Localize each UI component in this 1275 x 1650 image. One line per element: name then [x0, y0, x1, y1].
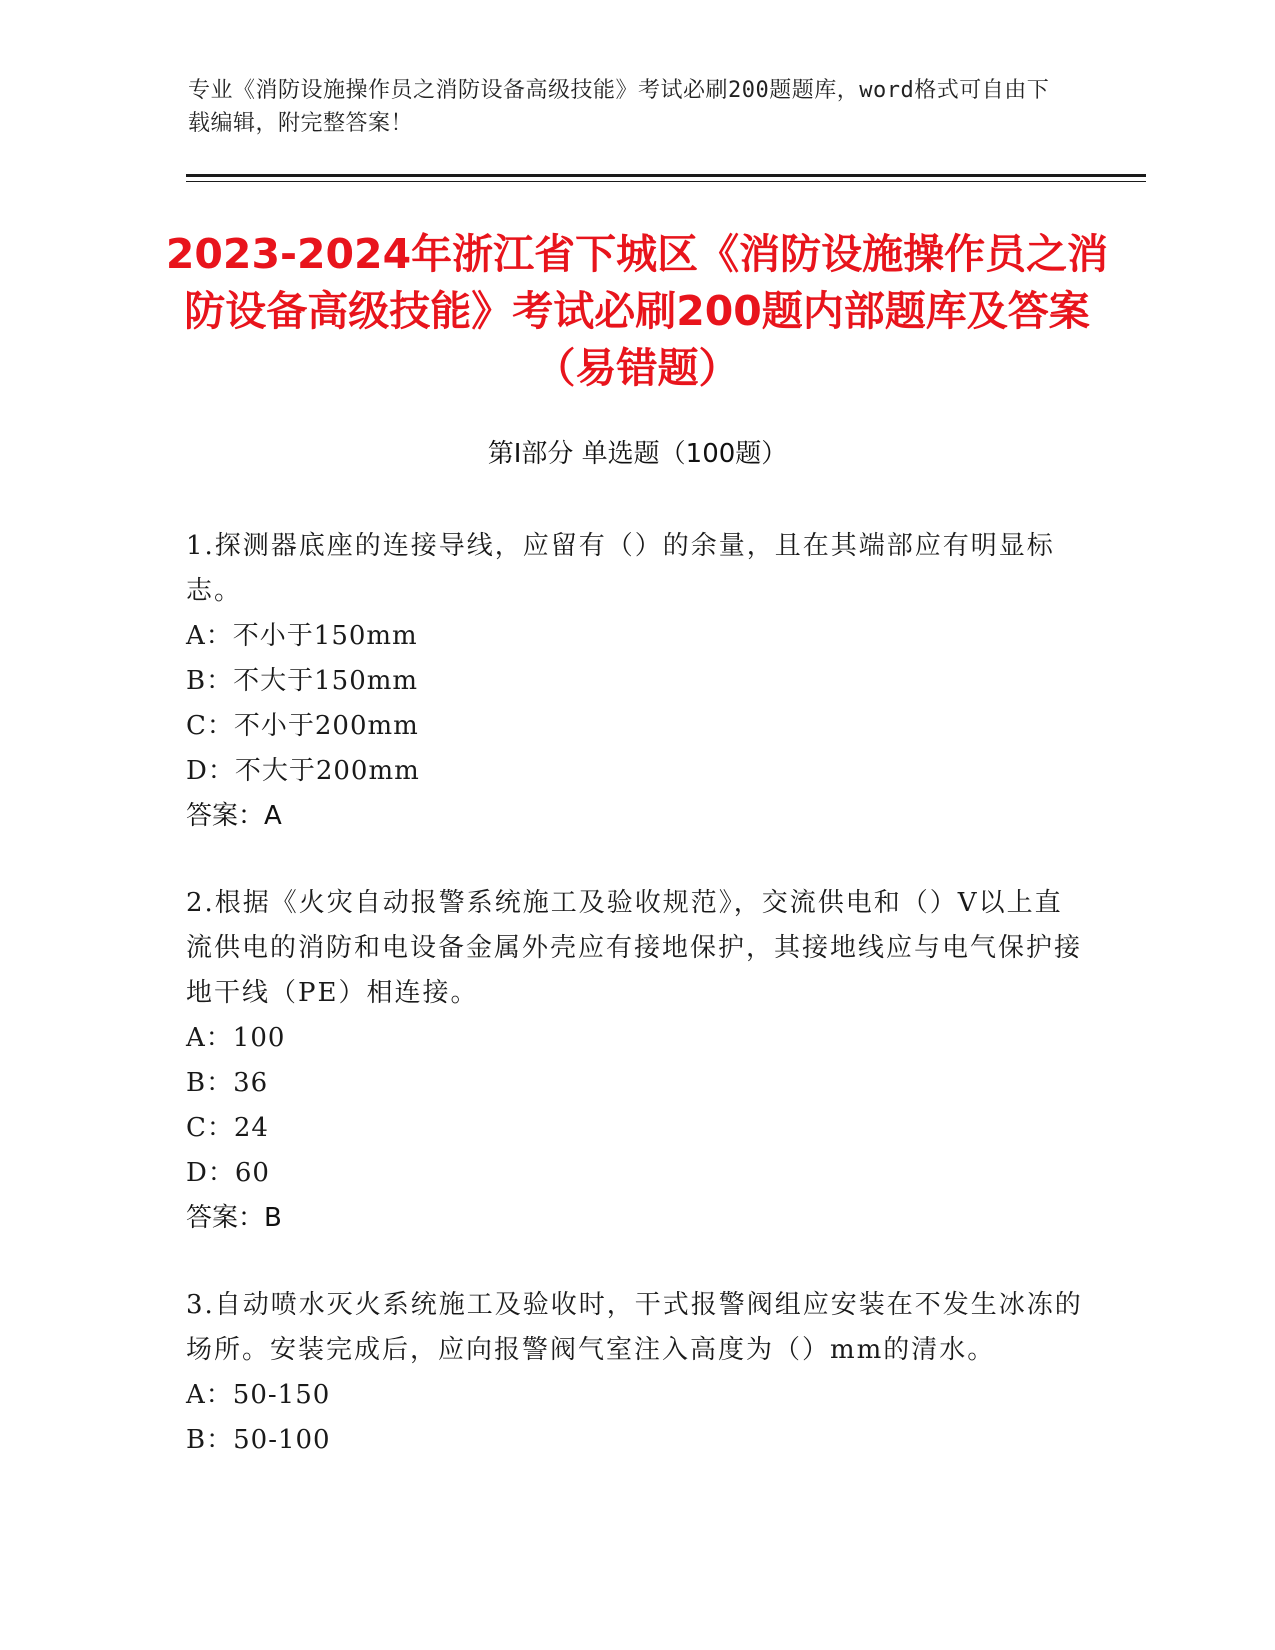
answer-label: 答案：A — [186, 801, 282, 831]
option-c: C：24 — [186, 1113, 269, 1143]
header-divider-thick — [186, 174, 1146, 177]
option-a: A：不小于150mm — [186, 621, 418, 651]
option-b: B：36 — [186, 1068, 269, 1098]
question-stem: 3.自动喷水灭火系统施工及验收时，干式报警阀组应安装在不发生冰冻的场所。安装完成后，应向报警阀气室注入高度为（）mm的清水。 — [186, 1290, 1083, 1365]
answer-label: 答案：B — [186, 1203, 282, 1233]
question-1 — [186, 524, 1086, 839]
question-stem: 2.根据《火灾自动报警系统施工及验收规范》，交流供电和（）V以上直流供电的消防和电设备金属外壳应有接地保护，其接地线应与电气保护接地干线（PE）相连接。 — [186, 888, 1083, 1008]
section-title: 第I部分 单选题（100题） — [487, 439, 788, 469]
question-3 — [186, 1283, 1086, 1463]
question-list — [186, 524, 1086, 1505]
option-a: A：100 — [186, 1023, 286, 1053]
option-c: C：不小于200mm — [186, 711, 419, 741]
option-b: B：50-100 — [186, 1425, 331, 1455]
question-stem: 1.探测器底座的连接导线，应留有（）的余量，且在其端部应有明显标志。 — [186, 531, 1055, 606]
option-d: D：60 — [186, 1158, 270, 1188]
option-b: B：不大于150mm — [186, 666, 419, 696]
option-a: A：50-150 — [186, 1380, 331, 1410]
question-2 — [186, 881, 1086, 1241]
header-divider-thin — [186, 181, 1146, 182]
header-note: 专业《消防设施操作员之消防设备高级技能》考试必刷200题题库，word格式可自由下载编辑，附完整答案！ — [188, 78, 1050, 136]
document-title: 2023-2024年浙江省下城区《消防设施操作员之消防设备高级技能》考试必刷200题内部题库及答案（易错题） — [165, 230, 1109, 392]
option-d: D：不大于200mm — [186, 756, 420, 786]
